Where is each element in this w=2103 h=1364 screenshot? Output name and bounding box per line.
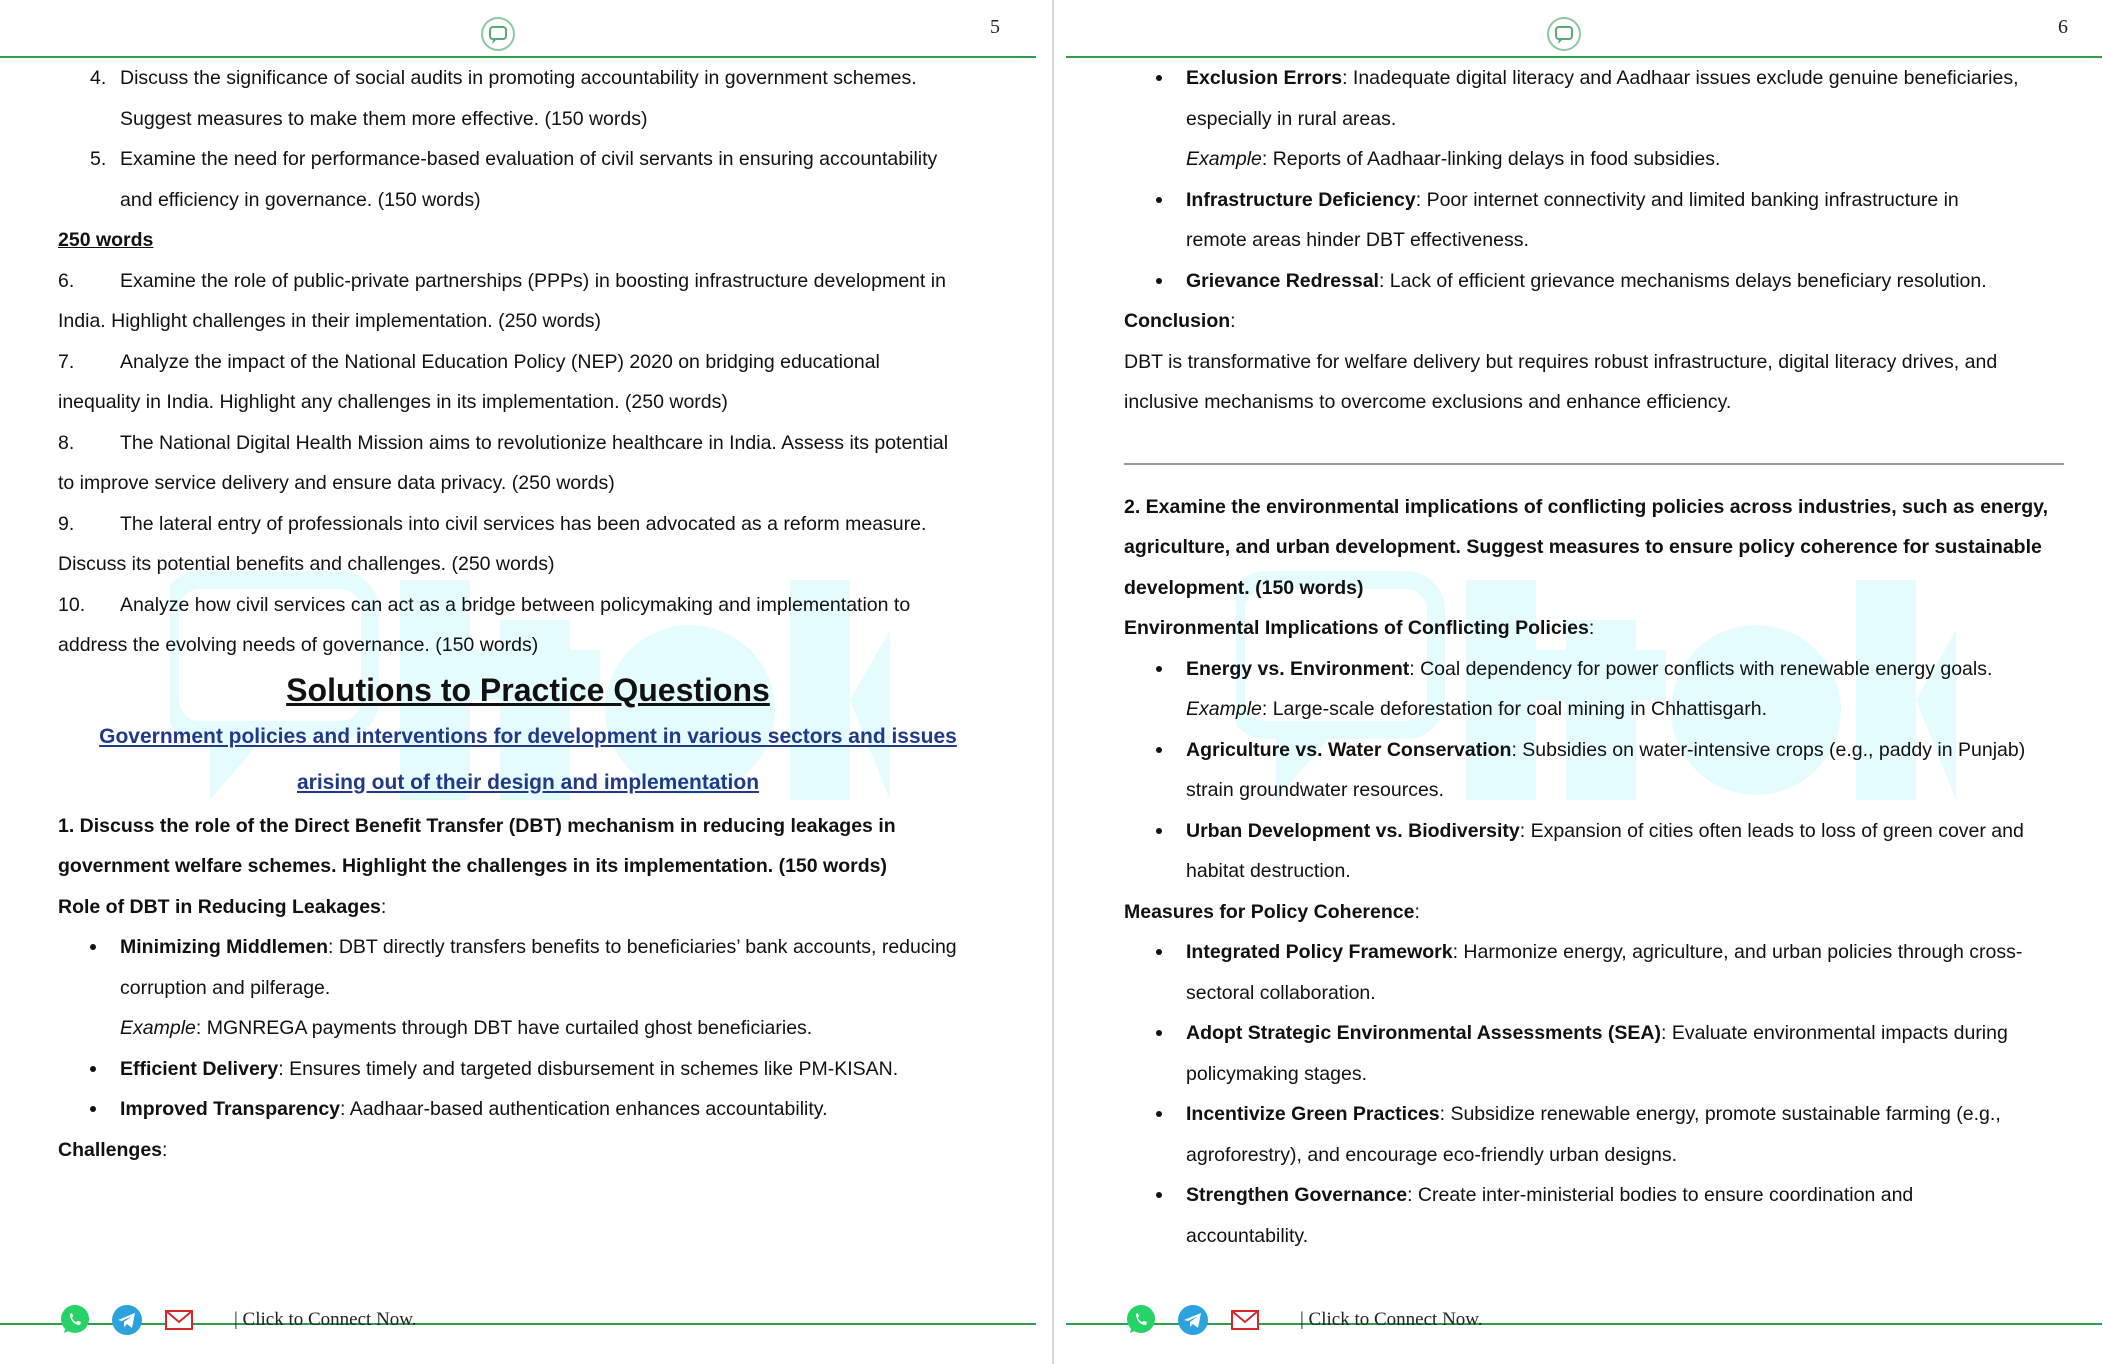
bullet-energy-vs-environment: Energy vs. Environment: Coal dependency for power conflicts with renewable energy goals. [1124,649,2064,690]
page-number: 5 [990,16,1000,38]
bullet-strengthen-governance: Strengthen Governance: Create inter-ministerial bodies to ensure coordination and accountability. [1124,1175,2064,1256]
env-implications-heading: Environmental Implications of Conflicting Policies: [1124,617,1595,639]
measures-heading: Measures for Policy Coherence: [1124,900,1420,923]
bullet-urban-vs-biodiversity: Urban Development vs. Biodiversity: Expansion of cities often leads to loss of green cover and habitat destruction. [1124,811,2064,892]
example-aadhaar-linking: Example: Reports of Aadhaar-linking delays in food subsidies. [1186,148,1721,170]
bullet-minimizing-middlemen: Minimizing Middlemen: DBT directly transfers benefits to beneficiaries’ bank accounts, reducing corruption and pilferage. [58,927,998,1008]
footer [1124,1300,1483,1340]
solutions-title: Solutions to Practice Questions [286,671,770,708]
bullet-improved-transparency: Improved Transparency: Aadhaar-based authentication enhances accountability. [58,1089,998,1130]
topic-heading: Government policies and interventions for development in various sectors and issues arising out of their design and implementation [99,724,957,794]
page-separator [1052,0,1054,1364]
bullet-green-practices: Incentivize Green Practices: Subsidize renewable energy, promote sustainable farming (e.g., agroforestry), and encourage eco-friendly urban designs. [1124,1094,2064,1175]
question-6: 6. Examine the role of public-private partnerships (PPPs) in boosting infrastructure development in India. Highlight challenges in their implementation. (250 words) [58,269,946,332]
bullet-integrated-policy: Integrated Policy Framework: Harmonize energy, agriculture, and urban policies through cross- sectoral collaboration. [1124,932,2064,1013]
brand-logo-icon [1546,16,1582,52]
telegram-icon[interactable] [110,1303,144,1337]
footer-connect-link[interactable]: | Click to Connect Now. [234,1309,417,1330]
whatsapp-icon[interactable] [1124,1303,1158,1337]
conclusion-text: DBT is transformative for welfare delivery but requires robust infrastructure, digital literacy drives, and inclusive mechanisms to overcome exclusions and enhance efficiency. [1124,350,1998,413]
bullet-agriculture-vs-water: Agriculture vs. Water Conservation: Subsidies on water-intensive crops (e.g., paddy in Punjab) strain groundwater resources. [1124,730,2064,811]
page-number: 6 [2058,16,2068,38]
whatsapp-icon[interactable] [58,1303,92,1337]
question-5: 5. Examine the need for performance-based evaluation of civil servants in ensuring accountability and efficiency in governance. (150 words) [90,148,938,211]
mail-icon[interactable] [162,1303,196,1337]
section-heading-250-words: 250 words [58,229,154,251]
question-10: 10. Analyze how civil services can act as a bridge between policymaking and implementation to address the evolving needs of governance. (150 words) [58,593,911,656]
page-5 [0,0,1036,1364]
example-mgnrega: Example: MGNREGA payments through DBT have curtailed ghost beneficiaries. [120,1017,813,1039]
challenges-heading: Challenges: [58,1138,168,1161]
mail-icon[interactable] [1228,1303,1262,1337]
footer-connect-link[interactable]: | Click to Connect Now. [1300,1309,1483,1330]
bullet-efficient-delivery: Efficient Delivery: Ensures timely and targeted disbursement in schemes like PM-KISAN. [58,1049,998,1090]
answer-2-question: 2. Examine the environmental implications of conflicting policies across industries, such as energy, agriculture, and urban development. Suggest measures to ensure policy coherence for sustainable development. (150 words) [1124,495,2048,599]
page-6 [1066,0,2102,1364]
section-divider [1124,463,2064,465]
question-8: 8. The National Digital Health Mission aims to revolutionize healthcare in India. Assess its potential to improve service delivery and ensure data privacy. (250 words) [58,431,949,494]
question-9: 9. The lateral entry of professionals into civil services has been advocated as a reform measure. Discuss its potential benefits and challenges. (250 words) [58,512,927,575]
bullet-adopt-sea: Adopt Strategic Environmental Assessments (SEA): Evaluate environmental impacts during policymaking stages. [1124,1013,2064,1094]
question-4: 4. Discuss the significance of social audits in promoting accountability in government schemes. Suggest measures to make them more effective. (150 words) [90,67,917,130]
example-deforestation: Example: Large-scale deforestation for coal mining in Chhattisgarh. [1186,698,1767,720]
bullet-exclusion-errors: Exclusion Errors: Inadequate digital literacy and Aadhaar issues exclude genuine beneficiaries, especially in rural areas. [1124,58,2064,139]
brand-logo-icon [480,16,516,52]
answer-1-question: 1. Discuss the role of the Direct Benefit Transfer (DBT) mechanism in reducing leakages in government welfare schemes. Highlight the challenges in its implementation. (150 words) [58,814,896,877]
bullet-infrastructure-deficiency: Infrastructure Deficiency: Poor internet connectivity and limited banking infrastructure in remote areas hinder DBT effectiveness. [1124,180,2064,261]
bullet-grievance-redressal: Grievance Redressal: Lack of efficient grievance mechanisms delays beneficiary resolution. [1124,261,2064,302]
page-6-content [1124,58,2064,1256]
page-5-content [58,58,998,1170]
telegram-icon[interactable] [1176,1303,1210,1337]
conclusion-heading: Conclusion: [1124,310,1236,332]
role-heading: Role of DBT in Reducing Leakages: [58,895,387,918]
question-7: 7. Analyze the impact of the National Education Policy (NEP) 2020 on bridging educational inequality in India. Highlight any challenges in its implementation. (250 words) [58,350,880,413]
footer [58,1300,417,1340]
